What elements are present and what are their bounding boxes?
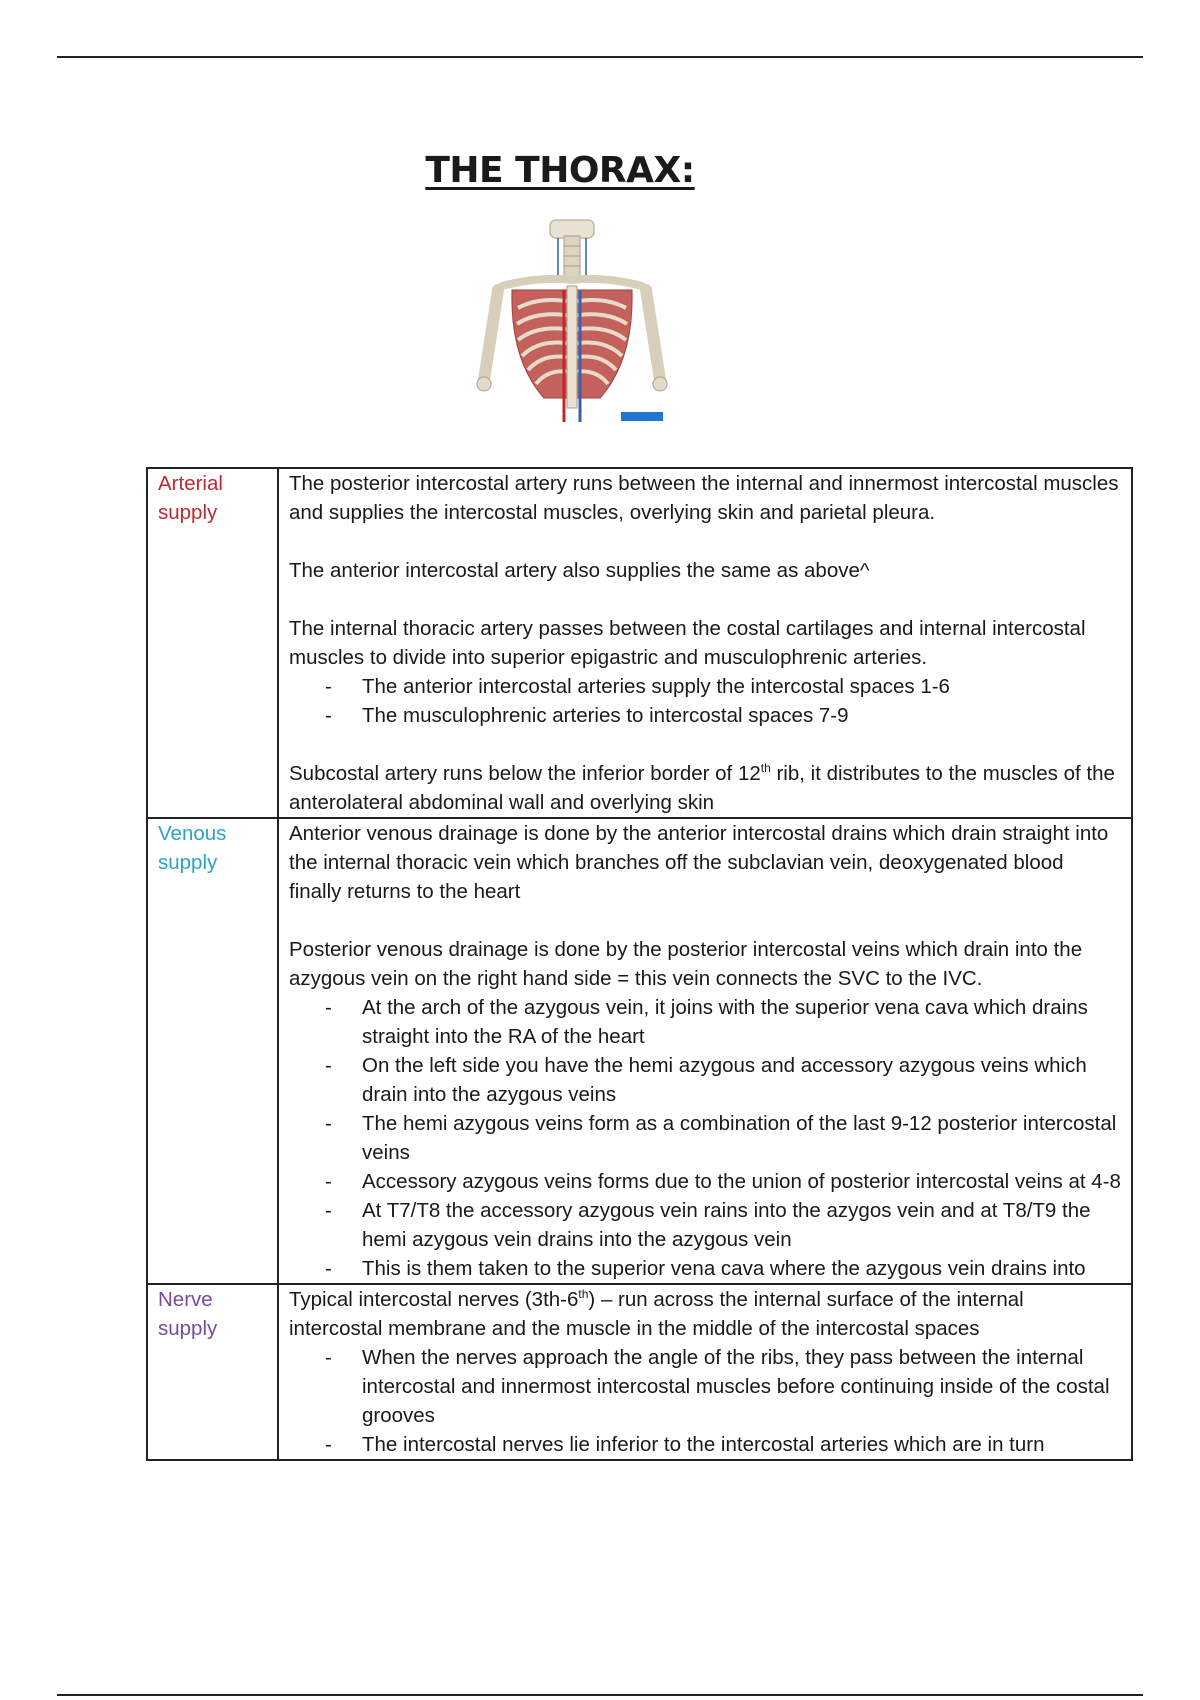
- list-item: - The intercostal nerves lie inferior to the intercostal arteries which are in turn: [362, 1430, 1121, 1459]
- list-item: - When the nerves approach the angle of the ribs, they pass between the internal intercostal and innermost intercostal muscles before continuing inside of the costal grooves: [362, 1343, 1121, 1430]
- superscript: th: [760, 761, 771, 776]
- row-content-nerve: [278, 1284, 1132, 1460]
- bullet-list: [289, 993, 1121, 1283]
- paragraph: The anterior intercostal artery also supplies the same as above^: [289, 559, 870, 582]
- paragraph: The posterior intercostal artery runs between the internal and innermost intercostal muscles and supplies the intercostal muscles, overlying skin and parietal pleura.: [289, 472, 1119, 524]
- superscript: th: [578, 1287, 589, 1302]
- list-item: - On the left side you have the hemi azygous and accessory azygous veins which drain into the azygous veins: [362, 1051, 1121, 1109]
- bullet-list: [289, 1343, 1121, 1459]
- row-label-line: supply: [158, 501, 218, 524]
- table-row: [147, 1284, 1132, 1460]
- list-item: - The anterior intercostal arteries supply the intercostal spaces 1-6: [362, 672, 1121, 701]
- row-content-arterial: [278, 468, 1132, 818]
- list-item: - At the arch of the azygous vein, it joins with the superior vena cava which drains straight into the RA of the heart: [362, 993, 1121, 1051]
- text-span: Subcostal artery runs below the inferior border of 12: [289, 762, 761, 785]
- paragraph: Anterior venous drainage is done by the anterior intercostal drains which drain straight into the internal thoracic vein which branches off the subclavian vein, deoxygenated blood finally returns to the heart: [289, 822, 1109, 903]
- paragraph: [289, 1285, 1121, 1343]
- text-span: ) – run across the internal surface of the internal intercostal membrane and the muscle in the middle of the intercostal spaces: [289, 1288, 1024, 1340]
- list-item: - The musculophrenic arteries to intercostal spaces 7-9: [362, 701, 1121, 730]
- row-label-line: Nerve: [158, 1288, 213, 1311]
- text-span: Typical intercostal nerves (3th-6: [289, 1288, 579, 1311]
- list-item: - Accessory azygous veins forms due to the union of posterior intercostal veins at 4-8: [362, 1167, 1121, 1196]
- footer-rule: [57, 1694, 1143, 1696]
- page-title: THE THORAX:: [425, 150, 695, 191]
- list-item: - The hemi azygous veins form as a combination of the last 9-12 posterior intercostal veins: [362, 1109, 1121, 1167]
- row-label-line: Arterial: [158, 472, 223, 495]
- row-content-venous: [278, 818, 1132, 1284]
- row-label-line: supply: [158, 851, 218, 874]
- list-item: - At T7/T8 the accessory azygous vein rains into the azygos vein and at T8/T9 the hemi azygous vein drains into the azygous vein: [362, 1196, 1121, 1254]
- row-label-line: Venous: [158, 822, 227, 845]
- thorax-anatomy-illustration: [440, 210, 730, 425]
- paragraph: Posterior venous drainage is done by the posterior intercostal veins which drain into the azygous vein on the right hand side = this vein connects the SVC to the IVC.: [289, 938, 1083, 990]
- bullet-list: [289, 672, 1121, 730]
- row-label-line: supply: [158, 1317, 218, 1340]
- row-label-venous: [147, 818, 278, 1284]
- header-rule: [57, 56, 1143, 58]
- paragraph: [289, 759, 1121, 817]
- table-row: [147, 468, 1132, 818]
- row-label-arterial: [147, 468, 278, 818]
- table-row: [147, 818, 1132, 1284]
- row-label-nerve: [147, 1284, 278, 1460]
- paragraph: The internal thoracic artery passes between the costal cartilages and internal intercostal muscles to divide into superior epigastric and musculophrenic arteries.: [289, 617, 1086, 669]
- thorax-notes-table: [146, 467, 1133, 1461]
- text-span: rib, it distributes to the muscles of the anterolateral abdominal wall and overlying skin: [289, 762, 1115, 814]
- list-item: - This is them taken to the superior vena cava where the azygous vein drains into: [362, 1254, 1121, 1283]
